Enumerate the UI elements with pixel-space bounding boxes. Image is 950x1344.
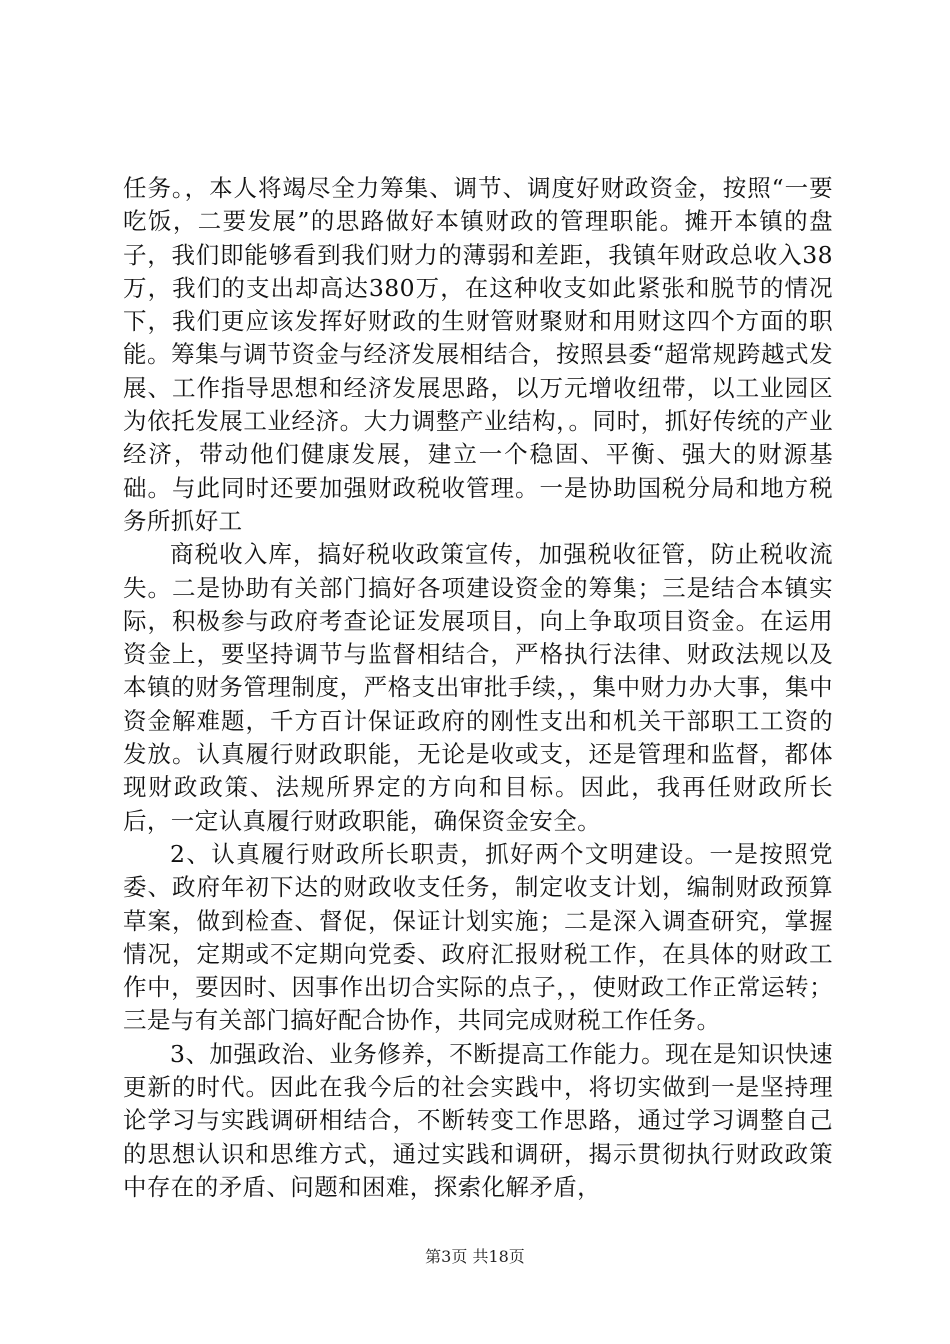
paragraph-4: 3、加强政治、业务修养，不断提高工作能力。现在是知识快速更新的时代。因此在我今后的社会实践中，将切实做到一是坚持理论学习与实践调研相结合，不断转变工作思路，通过学习调整自己的思想认识和思维方式，通过实践和调研，揭示贯彻执行财政政策中存在的矛盾、问题和困难，探索化解矛盾， xyxy=(123,1039,833,1201)
document-body xyxy=(123,172,833,1204)
page-number-footer: 第3页 共18页 xyxy=(425,1247,525,1266)
paragraph-3: 2、认真履行财政所长职责，抓好两个文明建设。一是按照党委、政府年初下达的财政收支任务，制定收支计划，编制财政预算草案，做到检查、督促，保证计划实施；二是深入调查研究，掌握情况，定期或不定期向党委、政府汇报财税工作，在具体的财政工作中，要因时、因事作出切合实际的点子，，使财政工作正常运转；三是与有关部门搞好配合协作，共同完成财税工作任务。 xyxy=(123,839,833,1035)
paragraph-1: 任务。，本人将竭尽全力筹集、调节、调度好财政资金，按照“一要吃饭，二要发展”的思路做好本镇财政的管理职能。摊开本镇的盘子，我们即能够看到我们财力的薄弱和差距，我镇年财政总收入38万，我们的支出却高达380万，在这种收支如此紧张和脱节的情况下，我们更应该发挥好财政的生财管财聚财和用财这四个方面的职能。筹集与调节资金与经济发展相结合，按照县委“超常规跨越式发展、工作指导思想和经济发展思路，以万元增收纽带，以工业园区为依托发展工业经济。大力调整产业结构，。同时，抓好传统的产业经济，带动他们健康发展，建立一个稳固、平衡、强大的财源基础。与此同时还要加强财政税收管理。一是协助国税分局和地方税务所抓好工 xyxy=(123,174,833,535)
paragraph-2: 商税收入库，搞好税收政策宣传，加强税收征管，防止税收流失。二是协助有关部门搞好各项建设资金的筹集；三是结合本镇实际，积极参与政府考查论证发展项目，向上争取项目资金。在运用资金上，要坚持调节与监督相结合，严格执行法律、财政法规以及本镇的财务管理制度，严格支出审批手续，，集中财力办大事，集中资金解难题，千方百计保证政府的刚性支出和机关干部职工工资的发放。认真履行财政职能，无论是收或支，还是管理和监督，都体现财政政策、法规所界定的方向和目标。因此，我再任财政所长后，一定认真履行财政职能，确保资金安全。 xyxy=(123,540,833,835)
